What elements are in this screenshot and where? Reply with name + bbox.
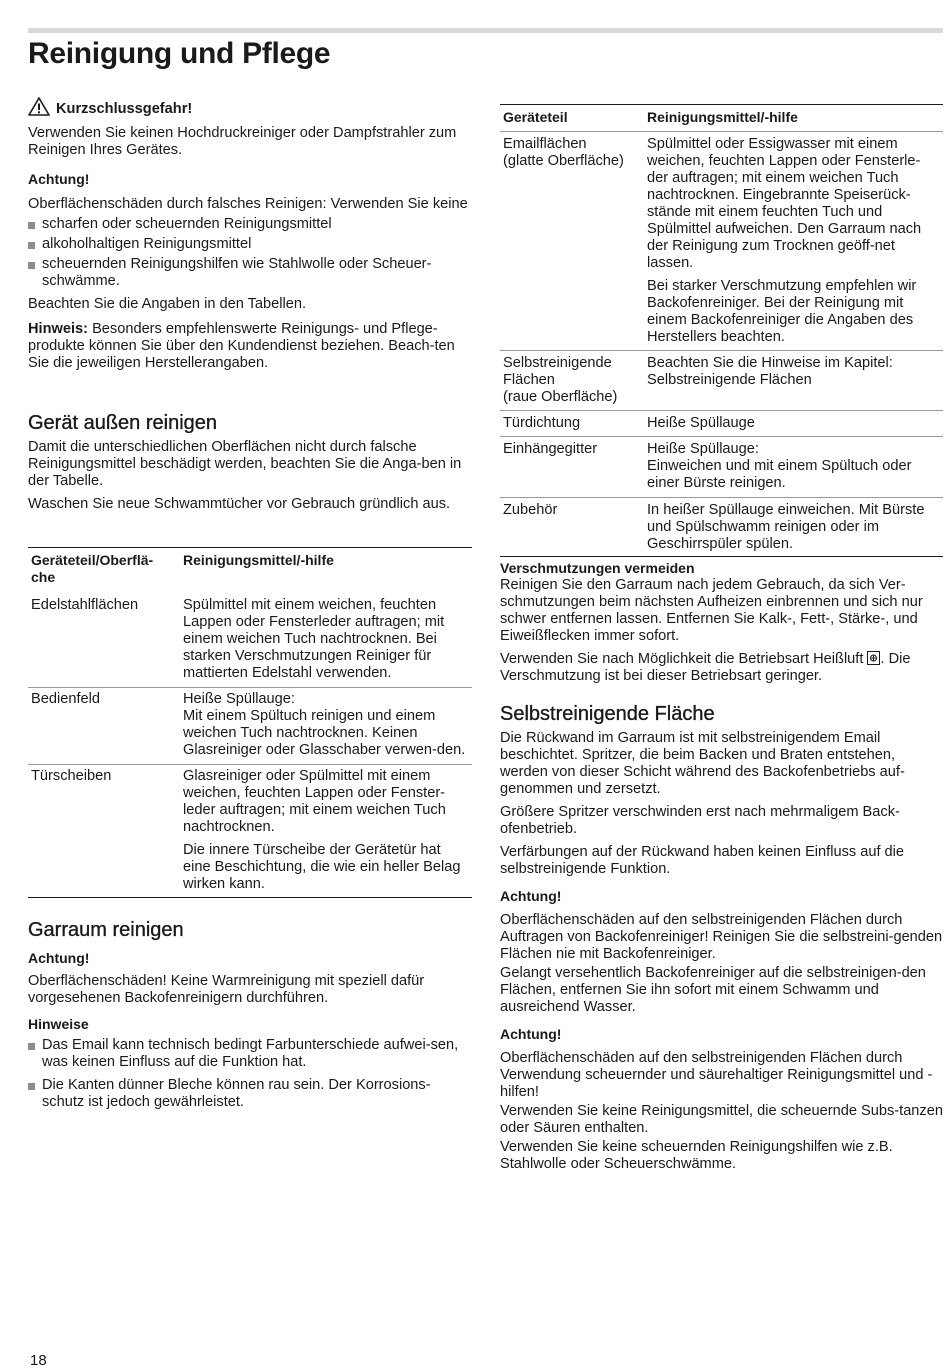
- caution-label: Achtung!: [28, 171, 90, 187]
- selfclean-p3: Verfärbungen auf der Rückwand haben keinen Einfluss auf die selbstreinigende Funktion.: [500, 844, 905, 877]
- cell-text: Bei starker Verschmutzung empfehlen wir Backofenreiniger. Bei der Reinigung mit einem Backofenreiniger die Angaben des Herstellers beachten.: [647, 278, 917, 345]
- list-item: Das Email kann technisch bedingt Farbunterschiede aufwei-sen, was keinen Einfluss auf die Funktion hat.: [28, 1037, 472, 1071]
- selfclean-caution1-p1: Oberflächenschäden auf den selbstreinigenden Flächen durch Auftragen von Backofenreiniger! Reinigen Sie die selbstreini-genden Flächen nie mit Backofenreiniger.: [500, 912, 943, 962]
- avoid-section: [500, 560, 943, 691]
- table-header: Reinigungsmittel/-hilfe: [183, 552, 334, 568]
- avoid-p1: Reinigen Sie den Garraum nach jedem Gebrauch, da sich Ver-schmutzungen beim nächsten Aufheizen einbrennen und sich nur schwer entfernen lassen. Entfernen Sie Kalk-, Fett-, Stärke-, und Eiweißflecken immer sofort.: [500, 577, 923, 644]
- danger-label: Kurzschlussgefahr!: [56, 101, 193, 117]
- table-header: Geräteteil: [500, 105, 644, 132]
- table-cell: Zubehör: [503, 502, 558, 518]
- intro-section: [28, 97, 472, 378]
- oven-table: [500, 104, 943, 557]
- table-header: Reinigungsmittel/-hilfe: [644, 105, 943, 132]
- table-row: [500, 351, 943, 411]
- hint-paragraph: [28, 321, 472, 372]
- selfclean-section: [500, 702, 943, 1179]
- selfclean-caution2-p2: Verwenden Sie keine Reinigungsmittel, die scheuernde Subs-tanzen oder Säuren enthalten.: [500, 1103, 943, 1136]
- table-row: [28, 688, 472, 765]
- hint-text: Besonders empfehlenswerte Reinigungs- und Pflege-produkte können Sie über den Kundendienst beziehen. Beach-ten Sie die jeweiligen Herstellerangaben.: [28, 321, 455, 371]
- table-cell: Einhängegitter: [500, 437, 644, 498]
- page-number: 18: [30, 1352, 47, 1369]
- table-cell: Selbstreinigende Flächen (raue Oberfläche): [500, 351, 644, 411]
- oven-hints-list: [28, 1037, 472, 1111]
- selfclean-caution2-label: Achtung!: [500, 1026, 562, 1042]
- table-cell: Spülmittel mit einem weichen, feuchten Lappen oder Fensterleder auftragen; mit einem weichen Tuch nachtrocknen. Bei starken Verschmutzungen Reiniger für mattierten Edelstahl verwenden.: [180, 594, 472, 688]
- outside-p2: Waschen Sie neue Schwammtücher vor Gebrauch gründlich aus.: [28, 496, 451, 512]
- table-row: [28, 765, 472, 898]
- oven-caution-text: Oberflächenschäden! Keine Warmreinigung mit speziell dafür vorgesehenen Backofenreinigern durchführen.: [28, 973, 425, 1006]
- oven-caution-label: Achtung!: [28, 950, 90, 966]
- avoid-p2-end: . Die Verschmutzung ist bei dieser Betriebsart geringer.: [500, 651, 911, 684]
- caution-list: [28, 216, 472, 290]
- table-row: [500, 437, 943, 498]
- table-cell: Heiße Spüllauge: Mit einem Spültuch reinigen und einem weichen Tuch nachtrocknen. Keinen Glasreiniger oder Glasschaber verwen-den.: [180, 688, 472, 765]
- selfclean-caution1-label: Achtung!: [500, 888, 562, 904]
- list-item: scharfen oder scheuernden Reinigungsmittel: [28, 216, 472, 233]
- table-row: [500, 411, 943, 437]
- outside-heading: Gerät außen reinigen: [28, 412, 218, 434]
- table-cell: Edelstahlflächen: [28, 594, 180, 688]
- oven-section: [28, 918, 472, 1117]
- cell-text: Die innere Türscheibe der Gerätetür hat eine Beschichtung, die wie ein heller Belag wirken kann.: [183, 842, 461, 892]
- page-title: Reinigung und Pflege: [28, 37, 331, 70]
- table-cell: Bedienfeld: [28, 688, 180, 765]
- outside-p1: Damit die unterschiedlichen Oberflächen nicht durch falsche Reinigungsmittel beschädigt werden, beachten Sie die Anga-ben in der Tabelle.: [28, 439, 462, 489]
- table-cell: Türscheiben: [31, 768, 112, 784]
- table-cell: In heißer Spüllauge einweichen. Mit Bürste und Spülschwamm reinigen oder im Geschirrspüler spülen.: [647, 502, 925, 552]
- table-cell: Beachten Sie die Hinweise im Kapitel: Selbstreinigende Flächen: [644, 351, 943, 411]
- danger-text: Verwenden Sie keinen Hochdruckreiniger oder Dampfstrahler zum Reinigen Ihres Gerätes.: [28, 125, 457, 158]
- cell-text: Spülmittel oder Essigwasser mit einem weichen, feuchten Lappen oder Fensterle-der auftragen; mit einem weichen Tuch nachtrocknen. Eingebrannte Speiserück-stände mit einem feuchten Tuch und Spülmittel aufweichen. Den Garraum nach der Reinigung zum Trocknen geöff-net lassen.: [647, 136, 922, 271]
- table-cell: Heiße Spüllauge: Einweichen und mit einem Spültuch oder einer Bürste reinigen.: [644, 437, 943, 498]
- selfclean-caution2-p1: Oberflächenschäden auf den selbstreinigenden Flächen durch Verwendung scheuernder und säurehaltiger Reinigungsmittel und -hilfen!: [500, 1050, 933, 1100]
- cell-text: Glasreiniger oder Spülmittel mit einem weichen, feuchten Lappen oder Fenster-leder auftragen; mit einem weichen Tuch nachtrocknen.: [183, 768, 446, 835]
- selfclean-heading: Selbstreinigende Fläche: [500, 703, 715, 725]
- avoid-p2: [500, 651, 943, 685]
- hint-label: Hinweis:: [28, 321, 89, 337]
- avoid-label: Verschmutzungen vermeiden: [500, 560, 695, 576]
- list-item: alkoholhaltigen Reinigungsmittel: [28, 236, 472, 253]
- tables-note: Beachten Sie die Angaben in den Tabellen.: [28, 296, 307, 312]
- table-cell: Heiße Spüllauge: [644, 411, 943, 437]
- selfclean-caution2-p3: Verwenden Sie keine scheuernden Reinigungshilfen wie z.B. Stahlwolle oder Scheuerschwämme.: [500, 1139, 893, 1172]
- table-cell: [644, 132, 943, 351]
- table-row: [500, 498, 943, 557]
- list-item: Die Kanten dünner Bleche können rau sein. Der Korrosions-schutz ist jedoch gewährleistet.: [28, 1077, 472, 1111]
- table-header: Geräteteil/Oberflä-che: [31, 552, 154, 585]
- table-cell: Türdichtung: [500, 411, 644, 437]
- oven-hints-label: Hinweise: [28, 1016, 89, 1032]
- warning-triangle-icon: [28, 97, 50, 116]
- danger-heading: [28, 97, 472, 118]
- table-row: [28, 594, 472, 688]
- table-cell: [180, 765, 472, 898]
- table-row: [500, 132, 943, 351]
- caution-text: Oberflächenschäden durch falsches Reinigen: Verwenden Sie keine: [28, 196, 468, 212]
- oven-heading: Garraum reinigen: [28, 919, 184, 941]
- selfclean-p1: Die Rückwand im Garraum ist mit selbstreinigendem Email beschichtet. Spritzer, die beim Backen und Braten entstehen, werden von dieser Schicht während des Backofenbetriebs auf-genommen und zersetzt.: [500, 730, 905, 797]
- list-item: scheuernden Reinigungshilfen wie Stahlwolle oder Scheuer-schwämme.: [28, 256, 472, 290]
- top-rule: [28, 28, 943, 33]
- selfclean-caution1-p2: Gelangt versehentlich Backofenreiniger auf die selbstreinigen-den Flächen, entfernen Sie ihn sofort mit einem Schwamm und ausreichend Wasser.: [500, 965, 926, 1015]
- outside-table: [28, 547, 472, 898]
- selfclean-p2: Größere Spritzer verschwinden erst nach mehrmaligem Back-ofenbetrieb.: [500, 804, 900, 837]
- avoid-p2-start: Verwenden Sie nach Möglichkeit die Betriebsart Heißluft: [500, 651, 864, 667]
- outside-section: [28, 411, 472, 519]
- hot-air-icon: [867, 651, 880, 665]
- table-cell: Emailflächen (glatte Oberfläche): [500, 132, 644, 351]
